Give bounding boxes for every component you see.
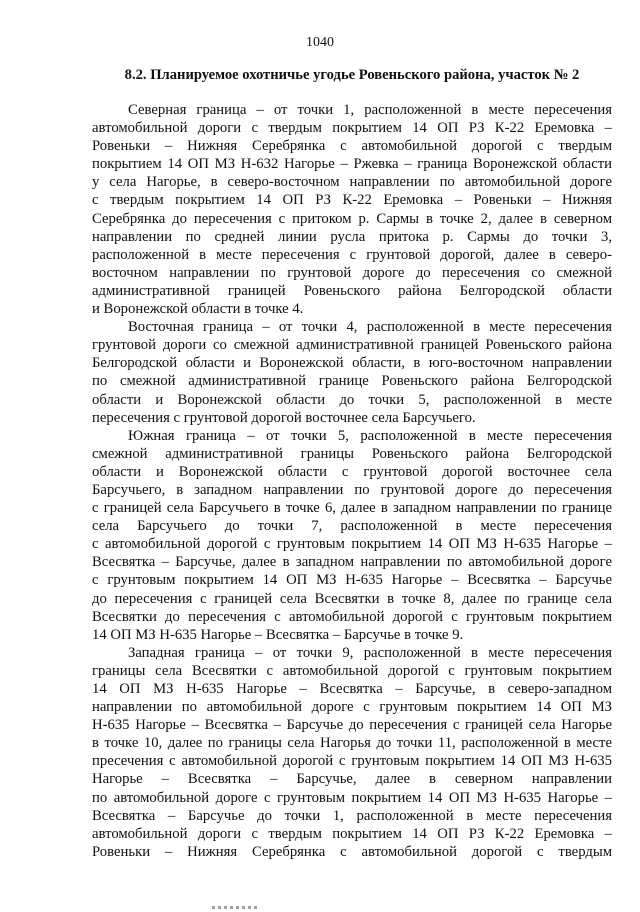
text-line: Ровеньки – Нижняя Серебрянка с автомобильной дорогой с твердым <box>92 843 612 860</box>
section-title: 8.2. Планируемое охотничье угодье Ровеньского района, участок № 2 <box>124 67 580 83</box>
text-line: области и Воронежской области с грунтовой дорогой восточнее села <box>92 463 612 480</box>
paragraph <box>92 427 612 644</box>
paragraph <box>92 101 612 318</box>
text-line: в точке 10, далее по границы села Нагорья до точки 11, расположенной в месте <box>92 735 612 752</box>
text-line: Н-635 Нагорье – Всесвятка – Барсучье до пересечения с границей села Нагорье <box>92 717 612 734</box>
text-line: расположенной в месте пересечения с грунтовой дорогой, далее в северо- <box>92 246 612 263</box>
text-line: границы села Всесвятки с автомобильной дорогой с грунтовым покрытием <box>92 662 612 679</box>
text-line: Всесвятки до пересечения с автомобильной дорогой с грунтовым покрытием <box>92 608 612 625</box>
text-line: автомобильной дороги с твердым покрытием 14 ОП РЗ К-22 Еремовка – <box>92 825 612 842</box>
text-line: и Воронежской области в точке 4. <box>92 301 304 318</box>
text-line: смежной административной границы Ровеньского района Белгородской <box>92 445 612 462</box>
text-line: Ровеньки – Нижняя Серебрянка с автомобильной дорогой с твердым <box>92 138 612 155</box>
text-line: по смежной административной границе Ровеньского района Белгородской <box>92 373 612 390</box>
text-line: Северная граница – от точки 1, расположенной в месте пересечения <box>128 102 612 118</box>
text-line: 14 ОП МЗ Н-635 Нагорье – Всесвятка – Барсучье в точке 9. <box>92 626 464 643</box>
text-line: 14 ОП МЗ Н-635 Нагорье – Всесвятка – Барсучье, в северо-западном <box>92 681 612 697</box>
page-number: 1040 <box>306 35 334 50</box>
text-line: до пересечения с границей села Всесвятки в точке 8, далее по границе села <box>92 590 612 607</box>
text-line: административной границей Ровеньского района Белгородской области <box>92 282 612 299</box>
text-line: Серебрянка до пересечения с притоком р. Сармы в точке 2, далее в северном <box>92 210 612 227</box>
text-line: направлении по средней линии русла притока р. Сармы до точки 3, <box>92 228 612 245</box>
text-line: у села Нагорье, в северо-восточном направлении по автомобильной дороге <box>92 174 612 191</box>
text-line: автомобильной дороги с твердым покрытием 14 ОП РЗ К-22 Еремовка – <box>92 120 612 137</box>
text-line: с автомобильной дорогой с грунтовым покрытием 14 ОП МЗ Н-635 Нагорье – <box>92 536 612 553</box>
text-line: Белгородской области и Воронежской области, в юго-восточном направлении <box>92 355 612 372</box>
text-line: покрытием 14 ОП МЗ Н-632 Нагорье – Ржевка – граница Воронежской области <box>92 156 612 173</box>
text-line: села Барсучьего до точки 7, расположенной в месте пересечения <box>92 518 612 535</box>
paragraph <box>92 644 612 861</box>
text-line: области и Воронежской области до точки 5, расположенной в месте <box>92 391 612 408</box>
text-line: Южная граница – от точки 5, расположенной в месте пересечения <box>128 427 612 444</box>
text-line: с грунтовым покрытием 14 ОП МЗ Н-635 Нагорье – Всесвятка – Барсучье <box>92 572 612 589</box>
text-line: по автомобильной дороге с грунтовым покрытием 14 ОП МЗ Н-635 Нагорье – <box>92 789 612 806</box>
text-line: пересечения с грунтовой дорогой восточнее села Барсучьего. <box>92 409 476 426</box>
text-line: Всесвятка – Барсучье, далее в западном направлении по автомобильной дороге <box>92 554 612 571</box>
text-line: пресечения с автомобильной дорогой с грунтовым покрытием 14 ОП МЗ Н-635 <box>92 753 612 770</box>
text-line: восточном направлении по грунтовой дороге до пересечения со смежной <box>92 264 612 281</box>
text-line: Барсучьего, в западном направлении по грунтовой дороге до пересечения <box>92 481 612 498</box>
text-line: с границей села Барсучьего в точке 6, далее в западном направлении по границе <box>92 500 612 517</box>
text-line: Восточная граница – от точки 4, расположенной в месте пересечения <box>128 319 612 336</box>
text-line: Нагорье – Всесвятка – Барсучье, далее в северном направлении <box>92 771 612 788</box>
text-line: грунтовой дороги со смежной административной границей Ровеньского района <box>92 337 612 354</box>
body-text <box>92 101 612 861</box>
paragraph <box>92 318 612 427</box>
scan-artifact-mark <box>212 906 258 909</box>
text-line: Всесвятка – Барсучье до точки 1, расположенной в месте пересечения <box>92 807 612 824</box>
text-line: с твердым покрытием 14 ОП РЗ К-22 Еремовка – Ровеньки – Нижняя <box>92 192 612 209</box>
text-line: направлении по автомобильной дороге с грунтовым покрытием 14 ОП МЗ <box>92 699 612 716</box>
text-line: Западная граница – от точки 9, расположенной в месте пересечения <box>128 644 612 661</box>
